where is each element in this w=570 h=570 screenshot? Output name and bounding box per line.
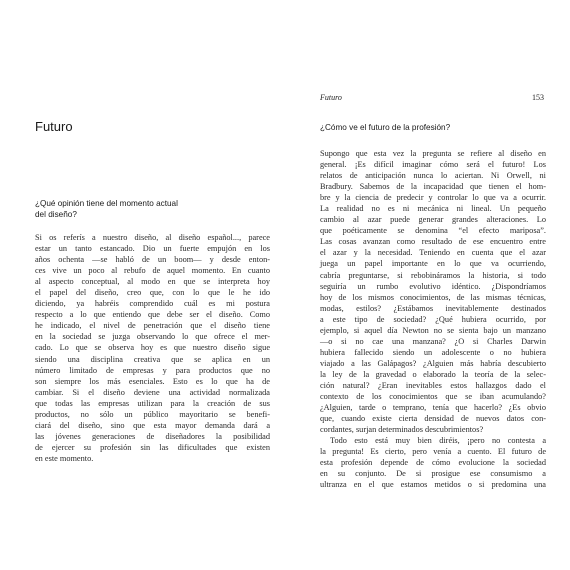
- chapter-title: Futuro: [35, 119, 73, 134]
- text-line: ces vive un poco al rebufo de aquel momento. En cuanto: [35, 266, 270, 276]
- text-line: de ejercer su profesión sin las dificultades que existen: [35, 442, 270, 452]
- text-line: ¿Alguien, tarde o temprano, tenía que hacerlo? ¿Es obvio: [320, 403, 546, 413]
- text-line: número limitado de empresas y para productos que no: [35, 365, 270, 375]
- text-line: son siempre los más esenciales. Esto es lo que ha de: [35, 376, 270, 386]
- text-line: que todas las empresas utilizan para la creación de sus: [35, 398, 270, 408]
- text-line: seguiría un rumbo evolutivo idéntico. ¿Dispondríamos: [320, 281, 546, 291]
- text-line: hubiera fallecido siendo un adolescente o no hubiera: [320, 347, 546, 357]
- question-heading: [320, 123, 540, 134]
- text-line: contexto de los conocimientos que se iban acumulando?: [320, 392, 546, 402]
- text-line: Todo esto está muy bien diréis, ¡pero no contesta a: [330, 436, 546, 446]
- text-line: productos, no sólo un público mayoritario se benefi-: [35, 409, 270, 419]
- text-line: ejemplo, si aquel día Newton no se sienta bajo un manzano: [320, 325, 546, 335]
- text-line: al aspecto conceptual, al modo en que se interpreta hoy: [35, 277, 270, 287]
- text-line: en la sociedad se juzga observando lo que ofrece el mer-: [35, 332, 270, 342]
- text-line: el papel del diseño, creo que, con lo que le he ido: [35, 288, 270, 298]
- text-line: hoy de los mismos conocimientos, de las mismas técnicas,: [320, 292, 546, 302]
- text-line: en este momento.: [35, 453, 94, 463]
- text-line: años ochenta —se habló de un boom— y desde enton-: [35, 255, 270, 265]
- text-line: esta profesión depende de cómo evolucione la sociedad: [320, 458, 546, 468]
- body-text: [320, 148, 546, 490]
- text-line: las jóvenes generaciones de diseñadores la posibilidad: [35, 431, 270, 441]
- question-line: del diseño?: [35, 209, 77, 219]
- text-line: viajado a las Galápagos? ¿Alguien más habría descubierto: [320, 358, 546, 368]
- text-line: siendo una disciplina creativa que se aplica en un: [35, 354, 270, 364]
- text-line: modas, estilos? ¿Estábamos inevitablemente destinados: [320, 303, 546, 313]
- text-line: la pregunta! Es cierto, pero venía a cuento. El futuro de: [320, 447, 546, 457]
- text-line: en su conjunto. De si prosigue ese consumismo a: [320, 469, 546, 479]
- question-line: ¿Cómo ve el futuro de la profesión?: [320, 123, 451, 132]
- text-line: cado. Lo que se observa hoy es que nuestro diseño sigue: [35, 343, 270, 353]
- text-line: que, cuando existe cierta densidad de nuevos datos con-: [320, 414, 546, 424]
- text-line: La realidad no es ni mecánica ni lineal. Un pequeño: [320, 204, 546, 214]
- running-head: Futuro: [320, 93, 342, 102]
- text-line: ción natural? ¿Eran inevitables estos hallazgos dado el: [320, 380, 546, 390]
- text-line: Bradbury. Sabemos de la incapacidad que tienen el hom-: [320, 182, 546, 192]
- text-line: que poéticamente se denomina “el efecto mariposa”.: [320, 226, 546, 236]
- text-line: juega un papel importante en lo que va ocurriendo,: [320, 259, 546, 269]
- text-line: relatos de anticipación nunca lo aciertan. Ni Orwell, ni: [320, 171, 546, 181]
- text-line: respecto a lo que entiendo que debe ser el diseño. Como: [35, 310, 270, 320]
- question-heading: [35, 199, 235, 220]
- text-line: Supongo que esta vez la pregunta se refiere al diseño en: [320, 149, 546, 158]
- text-line: el azar y la necesidad. Teniendo en cuenta que el azar: [320, 248, 546, 258]
- text-line: ciará del diseño, sino que esta mayor demanda dará a: [35, 420, 270, 430]
- text-line: a este tipo de sociedad? ¿Qué hubiera ocurrido, por: [320, 314, 546, 324]
- text-line: diciendo, ya habréis comprendido cuál es mi postura: [35, 299, 270, 309]
- text-line: cabría preguntarse, si rebobináramos la historia, si todo: [320, 270, 546, 280]
- question-line: ¿Qué opinión tiene del momento actual: [35, 199, 178, 208]
- body-text: [35, 232, 270, 464]
- page-number: 153: [532, 93, 544, 102]
- text-line: cambiar. Si el diseño deviene una actividad normalizada: [35, 387, 270, 397]
- text-line: bre y la ciencia de predecir y controlar lo que va a ocurrir.: [320, 193, 546, 203]
- text-line: he indicado, el nivel de penetración que el diseño tiene: [35, 321, 270, 331]
- text-line: cordantes, surjan determinados descubrimientos?: [320, 425, 484, 435]
- text-line: —o si no cae una manzana? ¿O si Charles Darwin: [320, 336, 546, 346]
- text-line: general. ¡Es difícil imaginar cómo será el futuro! Los: [320, 160, 546, 170]
- text-line: Las cosas avanzan como resultado de ese encuentro entre: [320, 237, 546, 247]
- text-line: estar un tanto estancado. Dio un fuerte empujón en los: [35, 244, 270, 254]
- text-line: la ley de la gravedad o elaborado la teoría de la selec-: [320, 369, 546, 379]
- right-page: [285, 0, 570, 570]
- text-line: ultranza en el que estamos metidos o si predomina una: [320, 480, 546, 490]
- text-line: cambio al azar puede generar grandes alteraciones. Lo: [320, 215, 546, 225]
- text-line: Si os referís a nuestro diseño, al diseño español..., parece: [35, 233, 270, 242]
